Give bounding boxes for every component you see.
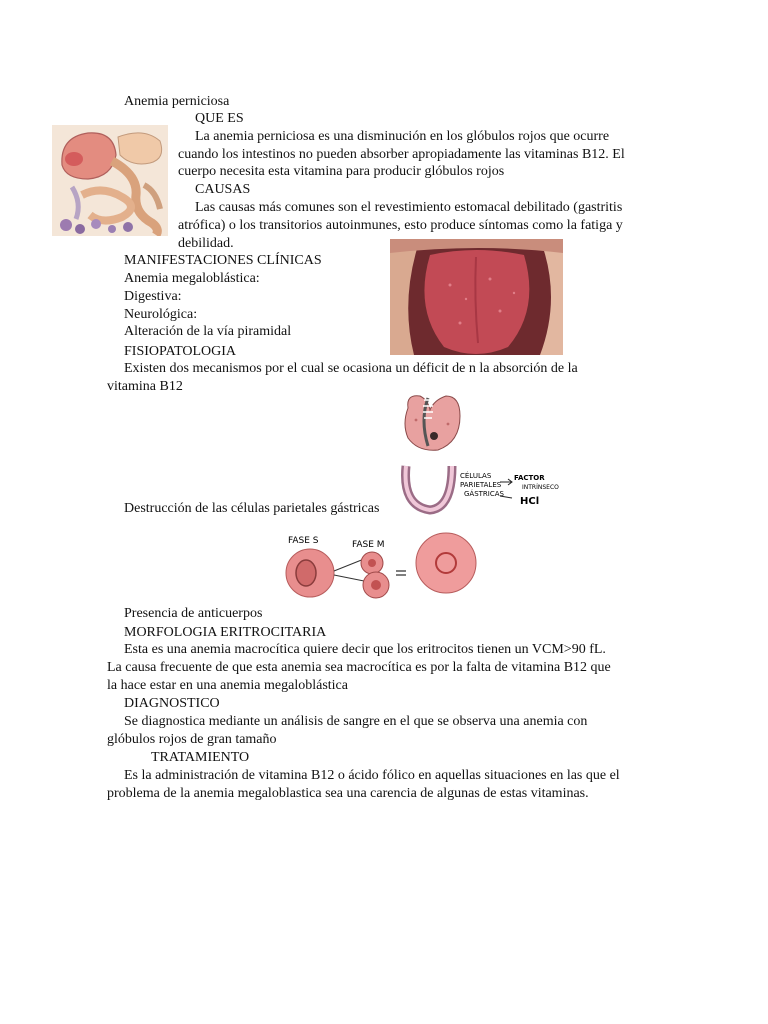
heading-causas: CAUSAS — [195, 182, 251, 197]
parietal-caption-3: GÁSTRICAS — [464, 490, 504, 498]
que-es-line-1: La anemia perniciosa es una disminución en los glóbulos rojos que ocurre — [195, 129, 610, 144]
morfologia-line-2: La causa frecuente de que esta anemia sea macrocítica es por la falta de vitamina B12 que — [107, 660, 611, 675]
destruccion-text: Destrucción de las células parietales gástricas — [124, 501, 380, 516]
heading-diagnostico: DIAGNOSTICO — [124, 696, 220, 711]
tratamiento-line-1: Es la administración de vitamina B12 o ácido fólico en aquellas situaciones en las que el — [124, 768, 620, 783]
heading-fisiopatologia: FISIOPATOLOGIA — [124, 344, 237, 359]
digestive-system-illustration — [52, 125, 168, 241]
morfologia-line-1: Esta es una anemia macrocítica quiere decir que los eritrocitos tienen un VCM>90 fL. — [124, 642, 606, 657]
parietal-caption-1: CÉLULAS — [460, 472, 492, 480]
heading-tratamiento: TRATAMIENTO — [151, 750, 250, 765]
causas-line-2: atrófica) o los transitorios autoinmunes, esto produce síntomas como la fatiga y — [178, 218, 623, 233]
hcl-label: HCl — [520, 496, 540, 507]
fase-s-label: FASE S — [288, 536, 319, 546]
manifestacion-item-1: Anemia megaloblástica: — [124, 271, 260, 286]
tongue-photo — [390, 239, 563, 360]
parietal-cell-diagram — [400, 458, 575, 521]
manifestacion-item-4: Alteración de la vía piramidal — [124, 324, 292, 339]
manifestacion-item-3: Neurológica: — [124, 307, 198, 322]
morfologia-line-3: la hace estar en una anemia megaloblástica — [107, 678, 348, 693]
heading-manifestaciones: MANIFESTACIONES CLÍNICAS — [124, 253, 322, 268]
diagnostico-line-2: glóbulos rojos de gran tamaño — [107, 732, 277, 747]
que-es-line-2: cuando los intestinos no pueden absorber apropiadamente las vitaminas B12. El — [178, 147, 625, 162]
factor-label-1: FACTOR — [514, 474, 545, 482]
stomach-drawing — [398, 390, 468, 461]
anticuerpos-text: Presencia de anticuerpos — [124, 606, 263, 621]
document-title: Anemia perniciosa — [124, 94, 230, 109]
causas-line-1: Las causas más comunes son el revestimiento estomacal debilitado (gastritis — [195, 200, 623, 215]
factor-label-2: INTRÍNSECO — [522, 484, 559, 491]
cell-phases-drawing — [280, 525, 480, 620]
que-es-line-3: cuerpo necesita esta vitamina para producir glóbulos rojos — [178, 164, 505, 179]
heading-morfologia: MORFOLOGIA ERITROCITARIA — [124, 625, 327, 640]
diagnostico-line-1: Se diagnostica mediante un análisis de sangre en el que se observa una anemia con — [124, 714, 588, 729]
tratamiento-line-2: problema de la anemia megaloblastica sea una carencia de algunas de estas vitaminas. — [107, 786, 589, 801]
fisiopatologia-line-2: vitamina B12 — [107, 379, 183, 394]
heading-que-es: QUE ES — [195, 111, 244, 126]
fase-m-label: FASE M — [352, 540, 385, 550]
parietal-caption-2: PARIETALES — [460, 481, 502, 489]
fisiopatologia-line-1: Existen dos mecanismos por el cual se ocasiona un déficit de n la absorción de la — [124, 361, 578, 376]
manifestacion-item-2: Digestiva: — [124, 289, 182, 304]
causas-line-3: debilidad. — [178, 236, 234, 251]
